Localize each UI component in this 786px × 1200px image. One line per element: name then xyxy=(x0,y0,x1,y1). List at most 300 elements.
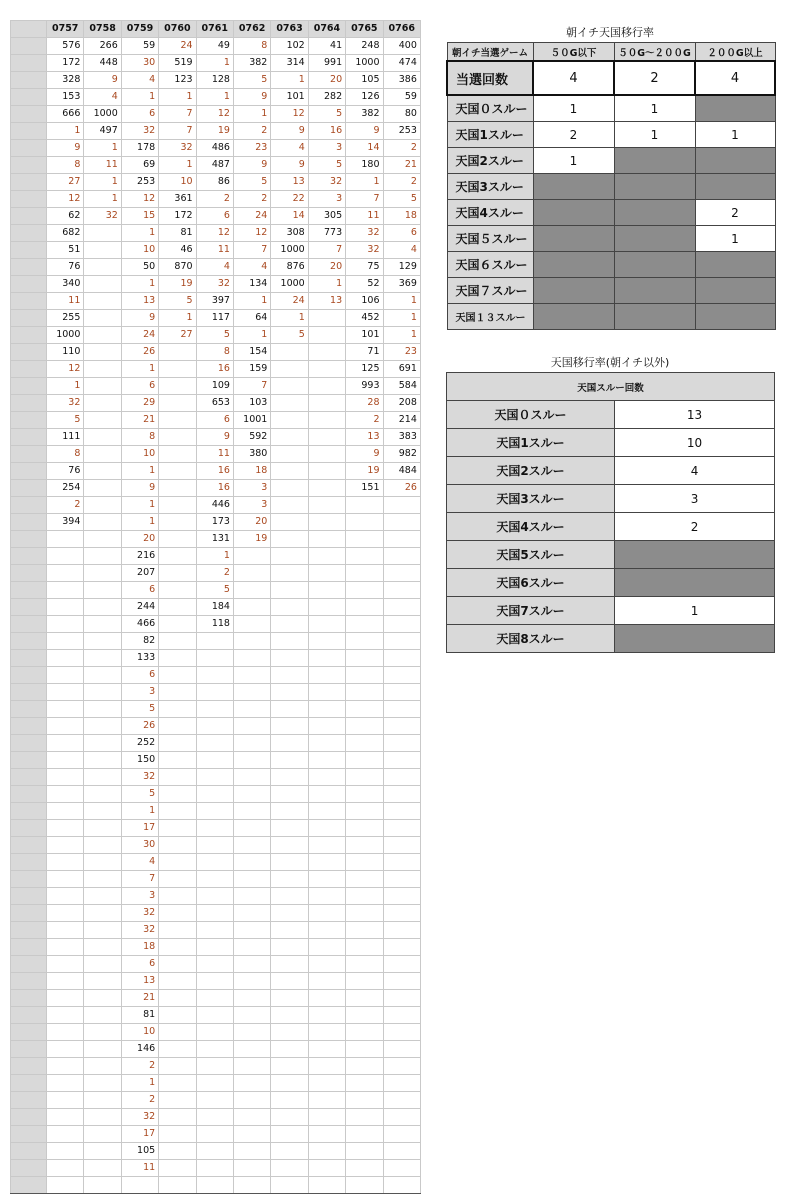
row-header-cell xyxy=(11,55,47,72)
data-cell xyxy=(383,684,420,701)
table2-row-label: 天国4スルー xyxy=(447,513,615,541)
row-header-cell xyxy=(11,191,47,208)
data-cell xyxy=(346,1058,383,1075)
table-row xyxy=(11,803,421,820)
data-cell xyxy=(196,990,233,1007)
data-cell xyxy=(383,837,420,854)
data-cell: 6 xyxy=(121,667,158,684)
row-header-cell xyxy=(11,1075,47,1092)
data-cell: 252 xyxy=(121,735,158,752)
data-cell: 82 xyxy=(121,633,158,650)
data-cell xyxy=(47,531,84,548)
data-cell xyxy=(84,905,121,922)
table-row xyxy=(11,242,421,259)
table1-cell xyxy=(614,252,695,278)
table2-row xyxy=(447,513,775,541)
data-cell: 12 xyxy=(47,191,84,208)
data-cell: 75 xyxy=(346,259,383,276)
data-cell xyxy=(47,871,84,888)
data-cell: 653 xyxy=(196,395,233,412)
data-cell: 666 xyxy=(47,106,84,123)
row-header-cell xyxy=(11,922,47,939)
data-cell: 10 xyxy=(121,446,158,463)
data-cell xyxy=(47,701,84,718)
data-cell xyxy=(308,1109,345,1126)
data-cell xyxy=(383,1041,420,1058)
data-cell: 1 xyxy=(308,276,345,293)
data-cell xyxy=(271,939,308,956)
data-cell: 1 xyxy=(383,327,420,344)
data-cell xyxy=(47,922,84,939)
data-cell xyxy=(47,1041,84,1058)
data-cell xyxy=(84,1024,121,1041)
row-header-cell xyxy=(11,174,47,191)
data-cell xyxy=(383,854,420,871)
data-cell: 41 xyxy=(308,38,345,55)
table-row xyxy=(11,735,421,752)
row-header-cell xyxy=(11,650,47,667)
table-row xyxy=(11,361,421,378)
data-cell xyxy=(84,480,121,497)
data-cell xyxy=(233,786,270,803)
data-cell xyxy=(346,1143,383,1160)
data-cell: 109 xyxy=(196,378,233,395)
data-cell xyxy=(383,871,420,888)
table1-cell xyxy=(695,304,775,330)
row-header-cell xyxy=(11,293,47,310)
row-header-cell xyxy=(11,854,47,871)
data-cell xyxy=(308,820,345,837)
data-cell xyxy=(196,1024,233,1041)
data-cell xyxy=(84,1058,121,1075)
data-cell: 2 xyxy=(47,497,84,514)
table-row xyxy=(11,1007,421,1024)
data-cell xyxy=(346,803,383,820)
data-cell xyxy=(84,446,121,463)
data-cell: 10 xyxy=(159,174,196,191)
data-cell: 19 xyxy=(159,276,196,293)
data-cell xyxy=(84,327,121,344)
data-cell: 1 xyxy=(233,293,270,310)
table1-row xyxy=(447,226,775,252)
data-cell xyxy=(84,837,121,854)
data-cell: 340 xyxy=(47,276,84,293)
data-cell xyxy=(233,752,270,769)
table1-cell: 1 xyxy=(695,122,775,148)
data-cell xyxy=(159,854,196,871)
tengoku-rate-table xyxy=(446,372,775,653)
data-cell xyxy=(271,463,308,480)
data-cell: 4 xyxy=(121,854,158,871)
data-cell: 6 xyxy=(196,208,233,225)
data-cell: 101 xyxy=(346,327,383,344)
data-cell: 452 xyxy=(346,310,383,327)
data-cell xyxy=(47,1092,84,1109)
table1-cell xyxy=(695,252,775,278)
table2-row-label: 天国2スルー xyxy=(447,457,615,485)
data-cell xyxy=(383,667,420,684)
data-cell xyxy=(159,1177,196,1194)
data-cell xyxy=(233,905,270,922)
table2-value xyxy=(615,541,775,569)
data-cell xyxy=(159,446,196,463)
data-cell xyxy=(346,871,383,888)
data-cell: 5 xyxy=(196,582,233,599)
data-cell: 8 xyxy=(196,344,233,361)
data-cell xyxy=(271,701,308,718)
data-cell xyxy=(196,650,233,667)
data-cell xyxy=(271,565,308,582)
data-cell xyxy=(47,1177,84,1194)
data-cell xyxy=(346,701,383,718)
row-header-cell xyxy=(11,582,47,599)
data-cell: 255 xyxy=(47,310,84,327)
data-cell xyxy=(159,361,196,378)
row-header-cell xyxy=(11,735,47,752)
table1-cell xyxy=(533,200,614,226)
data-cell xyxy=(271,344,308,361)
data-cell: 7 xyxy=(346,191,383,208)
table1-row-label: 天国3スルー xyxy=(447,174,533,200)
data-cell: 52 xyxy=(346,276,383,293)
data-cell xyxy=(271,820,308,837)
data-cell: 7 xyxy=(159,106,196,123)
data-cell xyxy=(383,548,420,565)
data-cell xyxy=(383,939,420,956)
data-cell xyxy=(383,888,420,905)
data-cell xyxy=(383,565,420,582)
data-cell: 448 xyxy=(84,55,121,72)
column-header: 0758 xyxy=(84,21,121,38)
data-cell: 51 xyxy=(47,242,84,259)
data-cell xyxy=(196,854,233,871)
data-cell xyxy=(233,1024,270,1041)
row-header-cell xyxy=(11,531,47,548)
data-cell xyxy=(383,922,420,939)
data-cell: 466 xyxy=(121,616,158,633)
table-row xyxy=(11,548,421,565)
table1-cell: 1 xyxy=(533,95,614,122)
data-cell: 133 xyxy=(121,650,158,667)
data-cell xyxy=(47,616,84,633)
table2-row xyxy=(447,429,775,457)
row-header-cell xyxy=(11,939,47,956)
data-cell: 7 xyxy=(308,242,345,259)
table-row xyxy=(11,1177,421,1194)
data-cell xyxy=(159,497,196,514)
data-cell xyxy=(233,1160,270,1177)
data-cell xyxy=(84,412,121,429)
data-cell: 22 xyxy=(271,191,308,208)
data-cell xyxy=(271,854,308,871)
data-cell xyxy=(383,1007,420,1024)
data-cell xyxy=(47,735,84,752)
data-cell xyxy=(233,1075,270,1092)
row-header-cell xyxy=(11,497,47,514)
data-cell: 123 xyxy=(159,72,196,89)
data-cell xyxy=(383,752,420,769)
data-cell xyxy=(196,1075,233,1092)
data-cell: 12 xyxy=(196,106,233,123)
data-cell xyxy=(346,1109,383,1126)
data-cell: 110 xyxy=(47,344,84,361)
data-cell xyxy=(84,1075,121,1092)
data-cell xyxy=(84,497,121,514)
data-cell xyxy=(233,582,270,599)
data-cell xyxy=(308,378,345,395)
data-cell xyxy=(47,684,84,701)
data-cell xyxy=(84,429,121,446)
data-cell: 248 xyxy=(346,38,383,55)
data-cell xyxy=(47,1143,84,1160)
data-cell xyxy=(159,1109,196,1126)
data-cell: 1000 xyxy=(47,327,84,344)
data-cell: 1 xyxy=(159,310,196,327)
data-cell xyxy=(383,701,420,718)
data-cell: 6 xyxy=(121,582,158,599)
data-cell: 1 xyxy=(84,140,121,157)
data-cell xyxy=(233,667,270,684)
row-header-cell xyxy=(11,565,47,582)
table1-header-cell: ５０G～２００G xyxy=(614,43,695,62)
data-cell: 382 xyxy=(346,106,383,123)
data-cell xyxy=(84,701,121,718)
data-cell xyxy=(84,463,121,480)
table1-cell: 2 xyxy=(614,61,695,95)
data-cell xyxy=(271,684,308,701)
data-cell xyxy=(308,412,345,429)
data-cell xyxy=(346,1126,383,1143)
table-row xyxy=(11,956,421,973)
data-cell: 9 xyxy=(196,429,233,446)
table1-row xyxy=(447,278,775,304)
data-cell xyxy=(383,1109,420,1126)
table1-cell xyxy=(533,278,614,304)
data-cell xyxy=(159,990,196,1007)
data-cell xyxy=(308,803,345,820)
data-cell xyxy=(47,1024,84,1041)
data-cell: 13 xyxy=(346,429,383,446)
data-cell xyxy=(308,1092,345,1109)
data-cell: 11 xyxy=(47,293,84,310)
table1-cell xyxy=(695,148,775,174)
data-cell: 28 xyxy=(346,395,383,412)
table1-row-label: 天国７スルー xyxy=(447,278,533,304)
data-cell: 81 xyxy=(121,1007,158,1024)
row-header-cell xyxy=(11,378,47,395)
data-cell xyxy=(308,633,345,650)
data-cell: 5 xyxy=(383,191,420,208)
row-header-cell xyxy=(11,599,47,616)
data-cell: 32 xyxy=(121,123,158,140)
table-row xyxy=(11,582,421,599)
table1-cell xyxy=(614,148,695,174)
data-cell xyxy=(159,1058,196,1075)
data-cell: 369 xyxy=(383,276,420,293)
data-cell xyxy=(196,871,233,888)
data-cell: 1001 xyxy=(233,412,270,429)
row-header-cell xyxy=(11,786,47,803)
data-cell: 5 xyxy=(159,293,196,310)
data-cell xyxy=(159,905,196,922)
table-row xyxy=(11,718,421,735)
data-cell xyxy=(346,497,383,514)
data-cell: 1000 xyxy=(84,106,121,123)
data-cell: 1 xyxy=(121,497,158,514)
data-cell xyxy=(84,259,121,276)
data-cell: 1 xyxy=(121,225,158,242)
data-cell: 6 xyxy=(121,106,158,123)
data-cell xyxy=(233,1109,270,1126)
table2-row-label: 天国1スルー xyxy=(447,429,615,457)
data-cell xyxy=(196,939,233,956)
data-cell xyxy=(271,752,308,769)
data-cell: 6 xyxy=(121,378,158,395)
data-cell: 2 xyxy=(383,140,420,157)
data-cell xyxy=(271,786,308,803)
data-cell xyxy=(308,1075,345,1092)
data-cell xyxy=(196,905,233,922)
data-cell: 184 xyxy=(196,599,233,616)
data-cell: 59 xyxy=(383,89,420,106)
data-cell xyxy=(308,752,345,769)
data-cell xyxy=(159,378,196,395)
data-cell: 314 xyxy=(271,55,308,72)
table1-cell xyxy=(695,95,775,122)
data-cell xyxy=(84,616,121,633)
data-cell xyxy=(271,990,308,1007)
data-cell xyxy=(308,837,345,854)
data-cell: 2 xyxy=(121,1058,158,1075)
data-cell: 592 xyxy=(233,429,270,446)
data-cell xyxy=(308,361,345,378)
data-cell xyxy=(271,1160,308,1177)
data-cell xyxy=(383,803,420,820)
data-cell xyxy=(271,1041,308,1058)
data-cell: 5 xyxy=(233,174,270,191)
data-cell: 32 xyxy=(121,1109,158,1126)
data-cell xyxy=(196,1143,233,1160)
data-cell: 17 xyxy=(121,820,158,837)
table1-cell xyxy=(695,278,775,304)
data-cell xyxy=(383,1075,420,1092)
data-cell xyxy=(84,871,121,888)
data-cell: 244 xyxy=(121,599,158,616)
table1-row xyxy=(447,200,775,226)
data-cell: 131 xyxy=(196,531,233,548)
table-row xyxy=(11,174,421,191)
data-cell: 64 xyxy=(233,310,270,327)
data-cell xyxy=(308,973,345,990)
data-cell: 9 xyxy=(84,72,121,89)
data-cell xyxy=(84,1109,121,1126)
data-cell: 30 xyxy=(121,837,158,854)
table-row xyxy=(11,990,421,1007)
data-cell xyxy=(47,956,84,973)
data-cell xyxy=(346,939,383,956)
data-cell xyxy=(346,667,383,684)
data-cell xyxy=(271,837,308,854)
data-cell: 32 xyxy=(121,905,158,922)
column-header: 0757 xyxy=(47,21,84,38)
data-cell: 50 xyxy=(121,259,158,276)
data-cell xyxy=(271,956,308,973)
data-cell xyxy=(196,1126,233,1143)
data-cell: 207 xyxy=(121,565,158,582)
data-cell xyxy=(271,1092,308,1109)
data-cell: 1 xyxy=(159,157,196,174)
data-cell xyxy=(271,922,308,939)
data-cell xyxy=(84,599,121,616)
row-header-cell xyxy=(11,1024,47,1041)
data-cell: 111 xyxy=(47,429,84,446)
data-cell: 19 xyxy=(346,463,383,480)
data-cell: 5 xyxy=(121,786,158,803)
data-cell xyxy=(47,667,84,684)
data-cell xyxy=(84,582,121,599)
data-cell xyxy=(346,684,383,701)
data-cell xyxy=(233,718,270,735)
table1-cell xyxy=(614,278,695,304)
row-header-cell xyxy=(11,242,47,259)
data-cell xyxy=(271,1007,308,1024)
data-cell xyxy=(233,973,270,990)
table1-cell: 1 xyxy=(614,95,695,122)
data-cell xyxy=(84,973,121,990)
table2-row xyxy=(447,457,775,485)
data-cell: 328 xyxy=(47,72,84,89)
data-cell xyxy=(383,633,420,650)
table1-header-cell: 朝イチ当選ゲーム xyxy=(447,43,533,62)
data-cell xyxy=(159,718,196,735)
data-cell xyxy=(84,684,121,701)
data-cell: 584 xyxy=(383,378,420,395)
data-cell: 20 xyxy=(121,531,158,548)
data-cell xyxy=(308,1007,345,1024)
data-cell: 173 xyxy=(196,514,233,531)
data-cell: 19 xyxy=(233,531,270,548)
data-cell xyxy=(47,1109,84,1126)
row-header-cell xyxy=(11,769,47,786)
data-cell xyxy=(308,650,345,667)
row-header-cell xyxy=(11,871,47,888)
data-cell xyxy=(271,616,308,633)
data-cell xyxy=(308,310,345,327)
data-cell: 282 xyxy=(308,89,345,106)
data-cell: 400 xyxy=(383,38,420,55)
data-cell xyxy=(84,718,121,735)
data-cell: 3 xyxy=(121,684,158,701)
data-cell: 129 xyxy=(383,259,420,276)
table1-header-row xyxy=(447,43,775,62)
data-cell xyxy=(346,888,383,905)
data-cell: 146 xyxy=(121,1041,158,1058)
data-cell xyxy=(308,667,345,684)
data-cell xyxy=(159,888,196,905)
data-cell: 484 xyxy=(383,463,420,480)
table1-row xyxy=(447,304,775,330)
data-cell: 21 xyxy=(121,412,158,429)
data-cell: 6 xyxy=(196,412,233,429)
data-cell xyxy=(271,973,308,990)
data-cell: 9 xyxy=(346,446,383,463)
morning-tengoku-table xyxy=(446,42,776,330)
data-cell xyxy=(308,871,345,888)
data-cell xyxy=(159,616,196,633)
data-cell: 150 xyxy=(121,752,158,769)
data-cell xyxy=(196,752,233,769)
data-cell xyxy=(308,905,345,922)
